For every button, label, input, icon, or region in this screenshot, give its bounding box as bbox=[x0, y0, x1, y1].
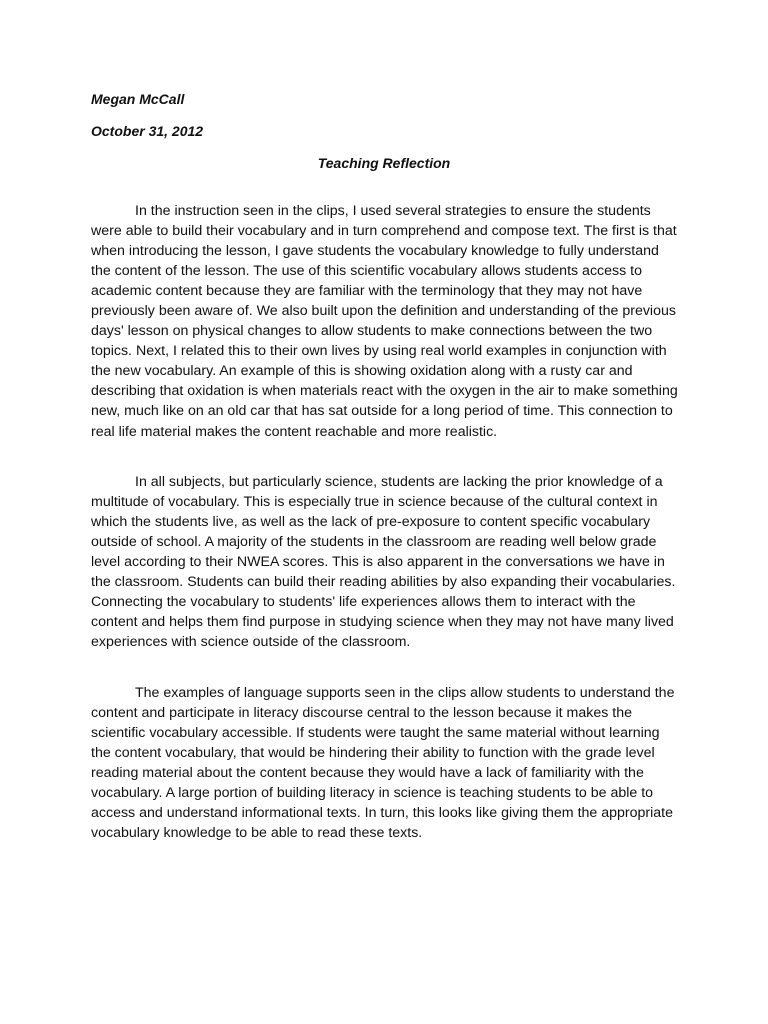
author-name: Megan McCall bbox=[91, 91, 185, 107]
body-paragraph-1: In the instruction seen in the clips, I used several strategies to ensure the students were able to build their vocabulary and in turn comprehend and compose text. The first is that when introducing the lesson, I gave students the vocabulary knowledge to fully understand the content of the lesson. The use of this scientific vocabulary allows students access to academic content because they are familiar with the terminology that they may not have previously been aware of. We also built upon the definition and understanding of the previous days' lesson on physical changes to allow students to make connections between the two topics. Next, I related this to their own lives by using real world examples in conjunction with the new vocabulary. An example of this is showing oxidation along with a rusty car and describing that oxidation is when materials react with the oxygen in the air to make something new, much like on an old car that has sat outside for a long period of time. This connection to real life material makes the content reachable and more realistic. bbox=[91, 203, 678, 440]
document-title: Teaching Reflection bbox=[317, 155, 451, 171]
body-paragraph-2: In all subjects, but particularly science, students are lacking the prior knowledge of a multitude of vocabulary. This is especially true in science because of the cultural context in which the students live, as well as the lack of pre-exposure to content specific vocabulary outside of school. A majority of the students in the classroom are reading well below grade level according to their NWEA scores. This is also apparent in the conversations we have in the classroom. Students can build their reading abilities by also expanding their vocabularies. Connecting the vocabulary to students' life experiences allows them to interact with the content and helps them find purpose in studying science when they may not have many lived experiences with science outside of the classroom. bbox=[91, 474, 676, 651]
body-paragraph-3: The examples of language supports seen in the clips allow students to understand the content and participate in literacy discourse central to the lesson because it makes the scientific vocabulary accessible. If students were taught the same material without learning the content vocabulary, that would be hindering their ability to function with the grade level reading material about the content because they would have a lack of familiarity with the vocabulary. A large portion of building literacy in science is teaching students to be able to access and understand informational texts. In turn, this looks like giving them the appropriate vocabulary knowledge to be able to read these texts. bbox=[91, 685, 675, 842]
document-date: October 31, 2012 bbox=[91, 123, 204, 139]
